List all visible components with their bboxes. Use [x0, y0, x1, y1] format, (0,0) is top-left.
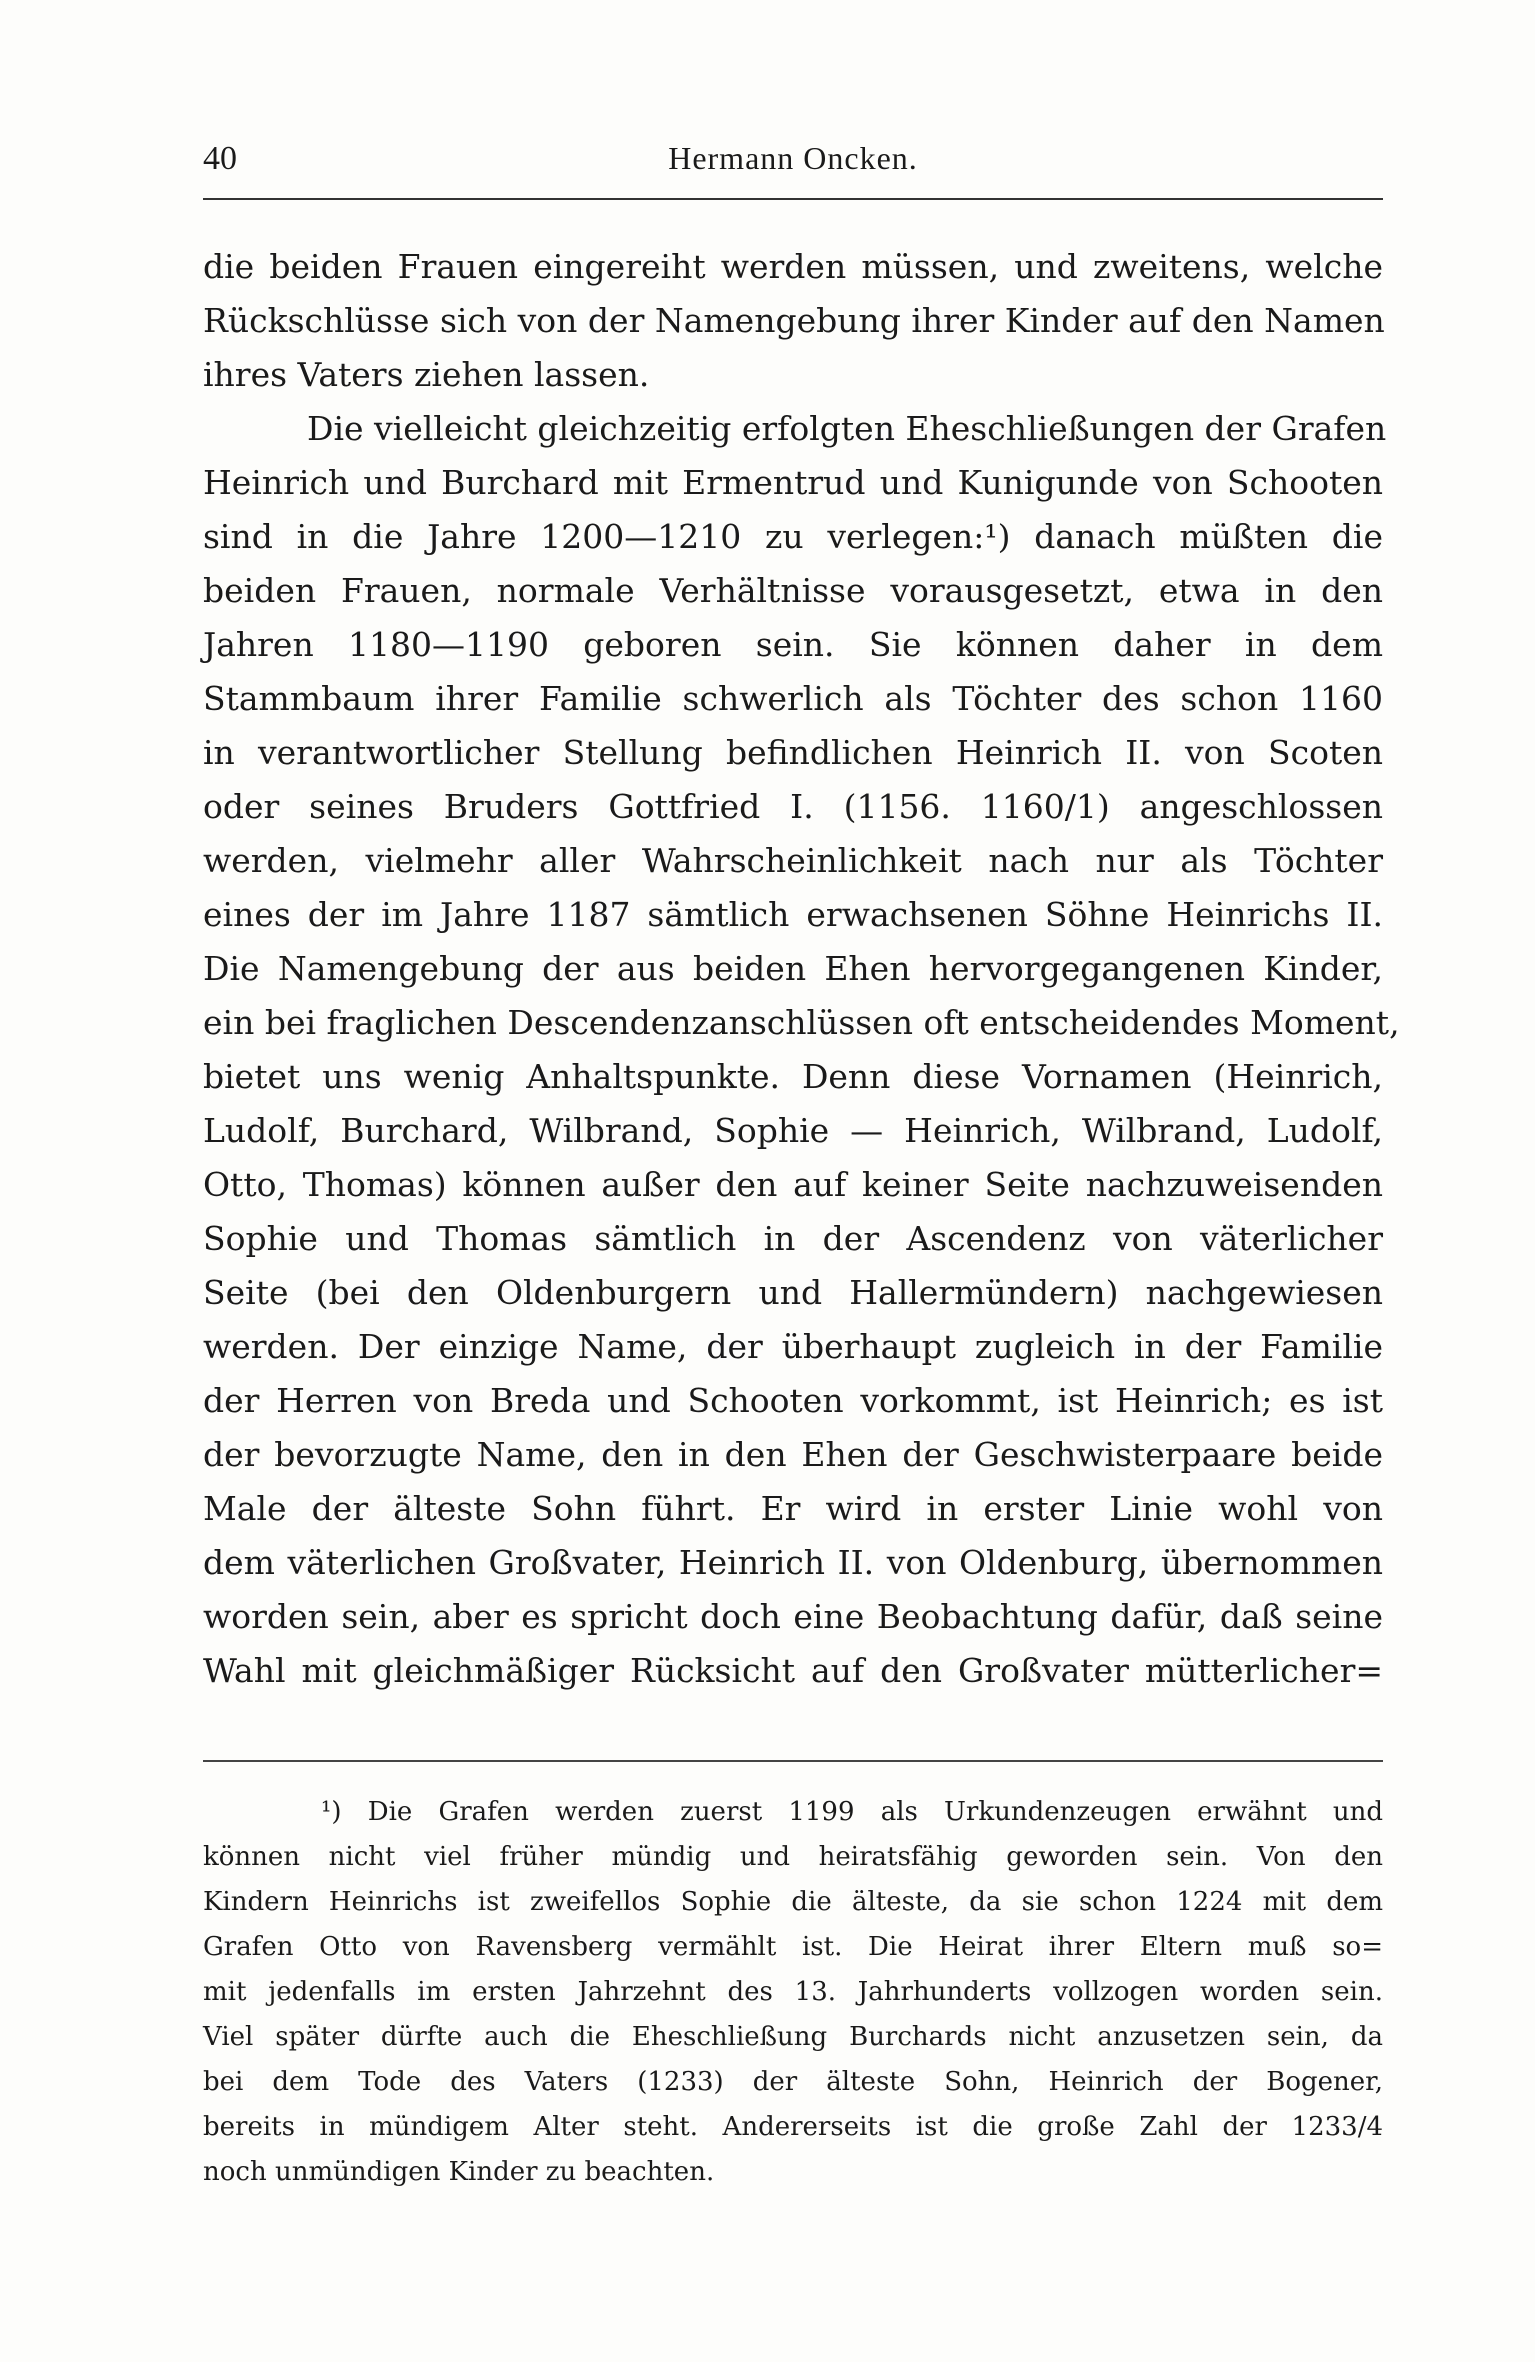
footnote [203, 1790, 1383, 2195]
header-rule [203, 198, 1383, 200]
footnote-line: mit jedenfalls im ersten Jahrzehnt des 13. Jahrhunderts vollzogen worden sein. [203, 1977, 1383, 2007]
text-line: die beiden Frauen eingereiht werden müssen, und zweitens, welche [203, 247, 1383, 286]
text-line: Heinrich und Burchard mit Ermentrud und Kunigunde von Schooten [203, 463, 1383, 502]
text-line: Die Namengebung der aus beiden Ehen hervorgegangenen Kinder, [203, 949, 1383, 988]
text-line: sind in die Jahre 1200—1210 zu verlegen:¹) danach müßten die [203, 517, 1383, 556]
text-line: werden. Der einzige Name, der überhaupt zugleich in der Familie [203, 1327, 1383, 1366]
paragraph-2 [203, 402, 1400, 1698]
text-line: Otto, Thomas) können außer den auf keiner Seite nachzuweisenden [203, 1165, 1383, 1204]
text-line: Jahren 1180—1190 geboren sein. Sie können daher in dem [203, 625, 1383, 664]
text-line: Stammbaum ihrer Familie schwerlich als Töchter des schon 1160 [203, 679, 1383, 718]
text-line: worden sein, aber es spricht doch eine Beobachtung dafür, daß seine [203, 1597, 1383, 1636]
text-line: der Herren von Breda und Schooten vorkommt, ist Heinrich; es ist [203, 1381, 1383, 1420]
page-header [203, 140, 1383, 196]
footnote-line: können nicht viel früher mündig und heiratsfähig geworden sein. Von den [203, 1842, 1383, 1872]
text-line: beiden Frauen, normale Verhältnisse vorausgesetzt, etwa in den [203, 571, 1383, 610]
text-line: Seite (bei den Oldenburgern und Hallermündern) nachgewiesen [203, 1273, 1383, 1312]
text-line: Sophie und Thomas sämtlich in der Ascendenz von väterlicher [203, 1219, 1383, 1258]
text-line: der bevorzugte Name, den in den Ehen der Geschwisterpaare beide [203, 1435, 1383, 1474]
text-line: Male der älteste Sohn führt. Er wird in erster Linie wohl von [203, 1489, 1383, 1528]
text-line: Rückschlüsse sich von der Namengebung ihrer Kinder auf den Namen [203, 301, 1385, 340]
footnote-line: ¹) Die Grafen werden zuerst 1199 als Urkundenzeugen erwähnt und [321, 1797, 1383, 1827]
text-line: bietet uns wenig Anhaltspunkte. Denn diese Vornamen (Heinrich, [203, 1057, 1383, 1096]
main-text [203, 240, 1400, 1698]
footnote-line: Viel später dürfte auch die Eheschließung Burchards nicht anzusetzen sein, da [203, 2022, 1383, 2052]
footnote-line: Kindern Heinrichs ist zweifellos Sophie die älteste, da sie schon 1224 mit dem [203, 1887, 1383, 1917]
footnote-line: bereits in mündigem Alter steht. Andererseits ist die große Zahl der 1233/4 [203, 2112, 1383, 2142]
text-line: dem väterlichen Großvater, Heinrich II. von Oldenburg, übernommen [203, 1543, 1383, 1582]
text-line: werden, vielmehr aller Wahrscheinlichkeit nach nur als Töchter [203, 841, 1383, 880]
paragraph-1 [203, 240, 1383, 402]
text-line: Die vielleicht gleichzeitig erfolgten Eheschließungen der Grafen [307, 409, 1387, 448]
text-line: Ludolf, Burchard, Wilbrand, Sophie — Heinrich, Wilbrand, Ludolf, [203, 1111, 1383, 1150]
footnote-line: Grafen Otto von Ravensberg vermählt ist. Die Heirat ihrer Eltern muß so= [203, 1932, 1383, 1962]
footnote-line: noch unmündigen Kinder zu beachten. [203, 2157, 715, 2187]
text-line: Wahl mit gleichmäßiger Rücksicht auf den Großvater mütterlicher= [203, 1651, 1383, 1690]
text-line: ihres Vaters ziehen lassen. [203, 355, 650, 394]
running-head: Hermann Oncken. [668, 140, 918, 176]
text-line: oder seines Bruders Gottfried I. (1156. 1160/1) angeschlossen [203, 787, 1383, 826]
page-number: 40 [203, 140, 237, 177]
footnote-rule [203, 1760, 1383, 1762]
text-line: ein bei fraglichen Descendenzanschlüssen oft entscheidendes Moment, [203, 1003, 1400, 1042]
text-line: eines der im Jahre 1187 sämtlich erwachsenen Söhne Heinrichs II. [203, 895, 1383, 934]
text-line: in verantwortlicher Stellung befindlichen Heinrich II. von Scoten [203, 733, 1383, 772]
footnote-line: bei dem Tode des Vaters (1233) der älteste Sohn, Heinrich der Bogener, [203, 2067, 1383, 2097]
